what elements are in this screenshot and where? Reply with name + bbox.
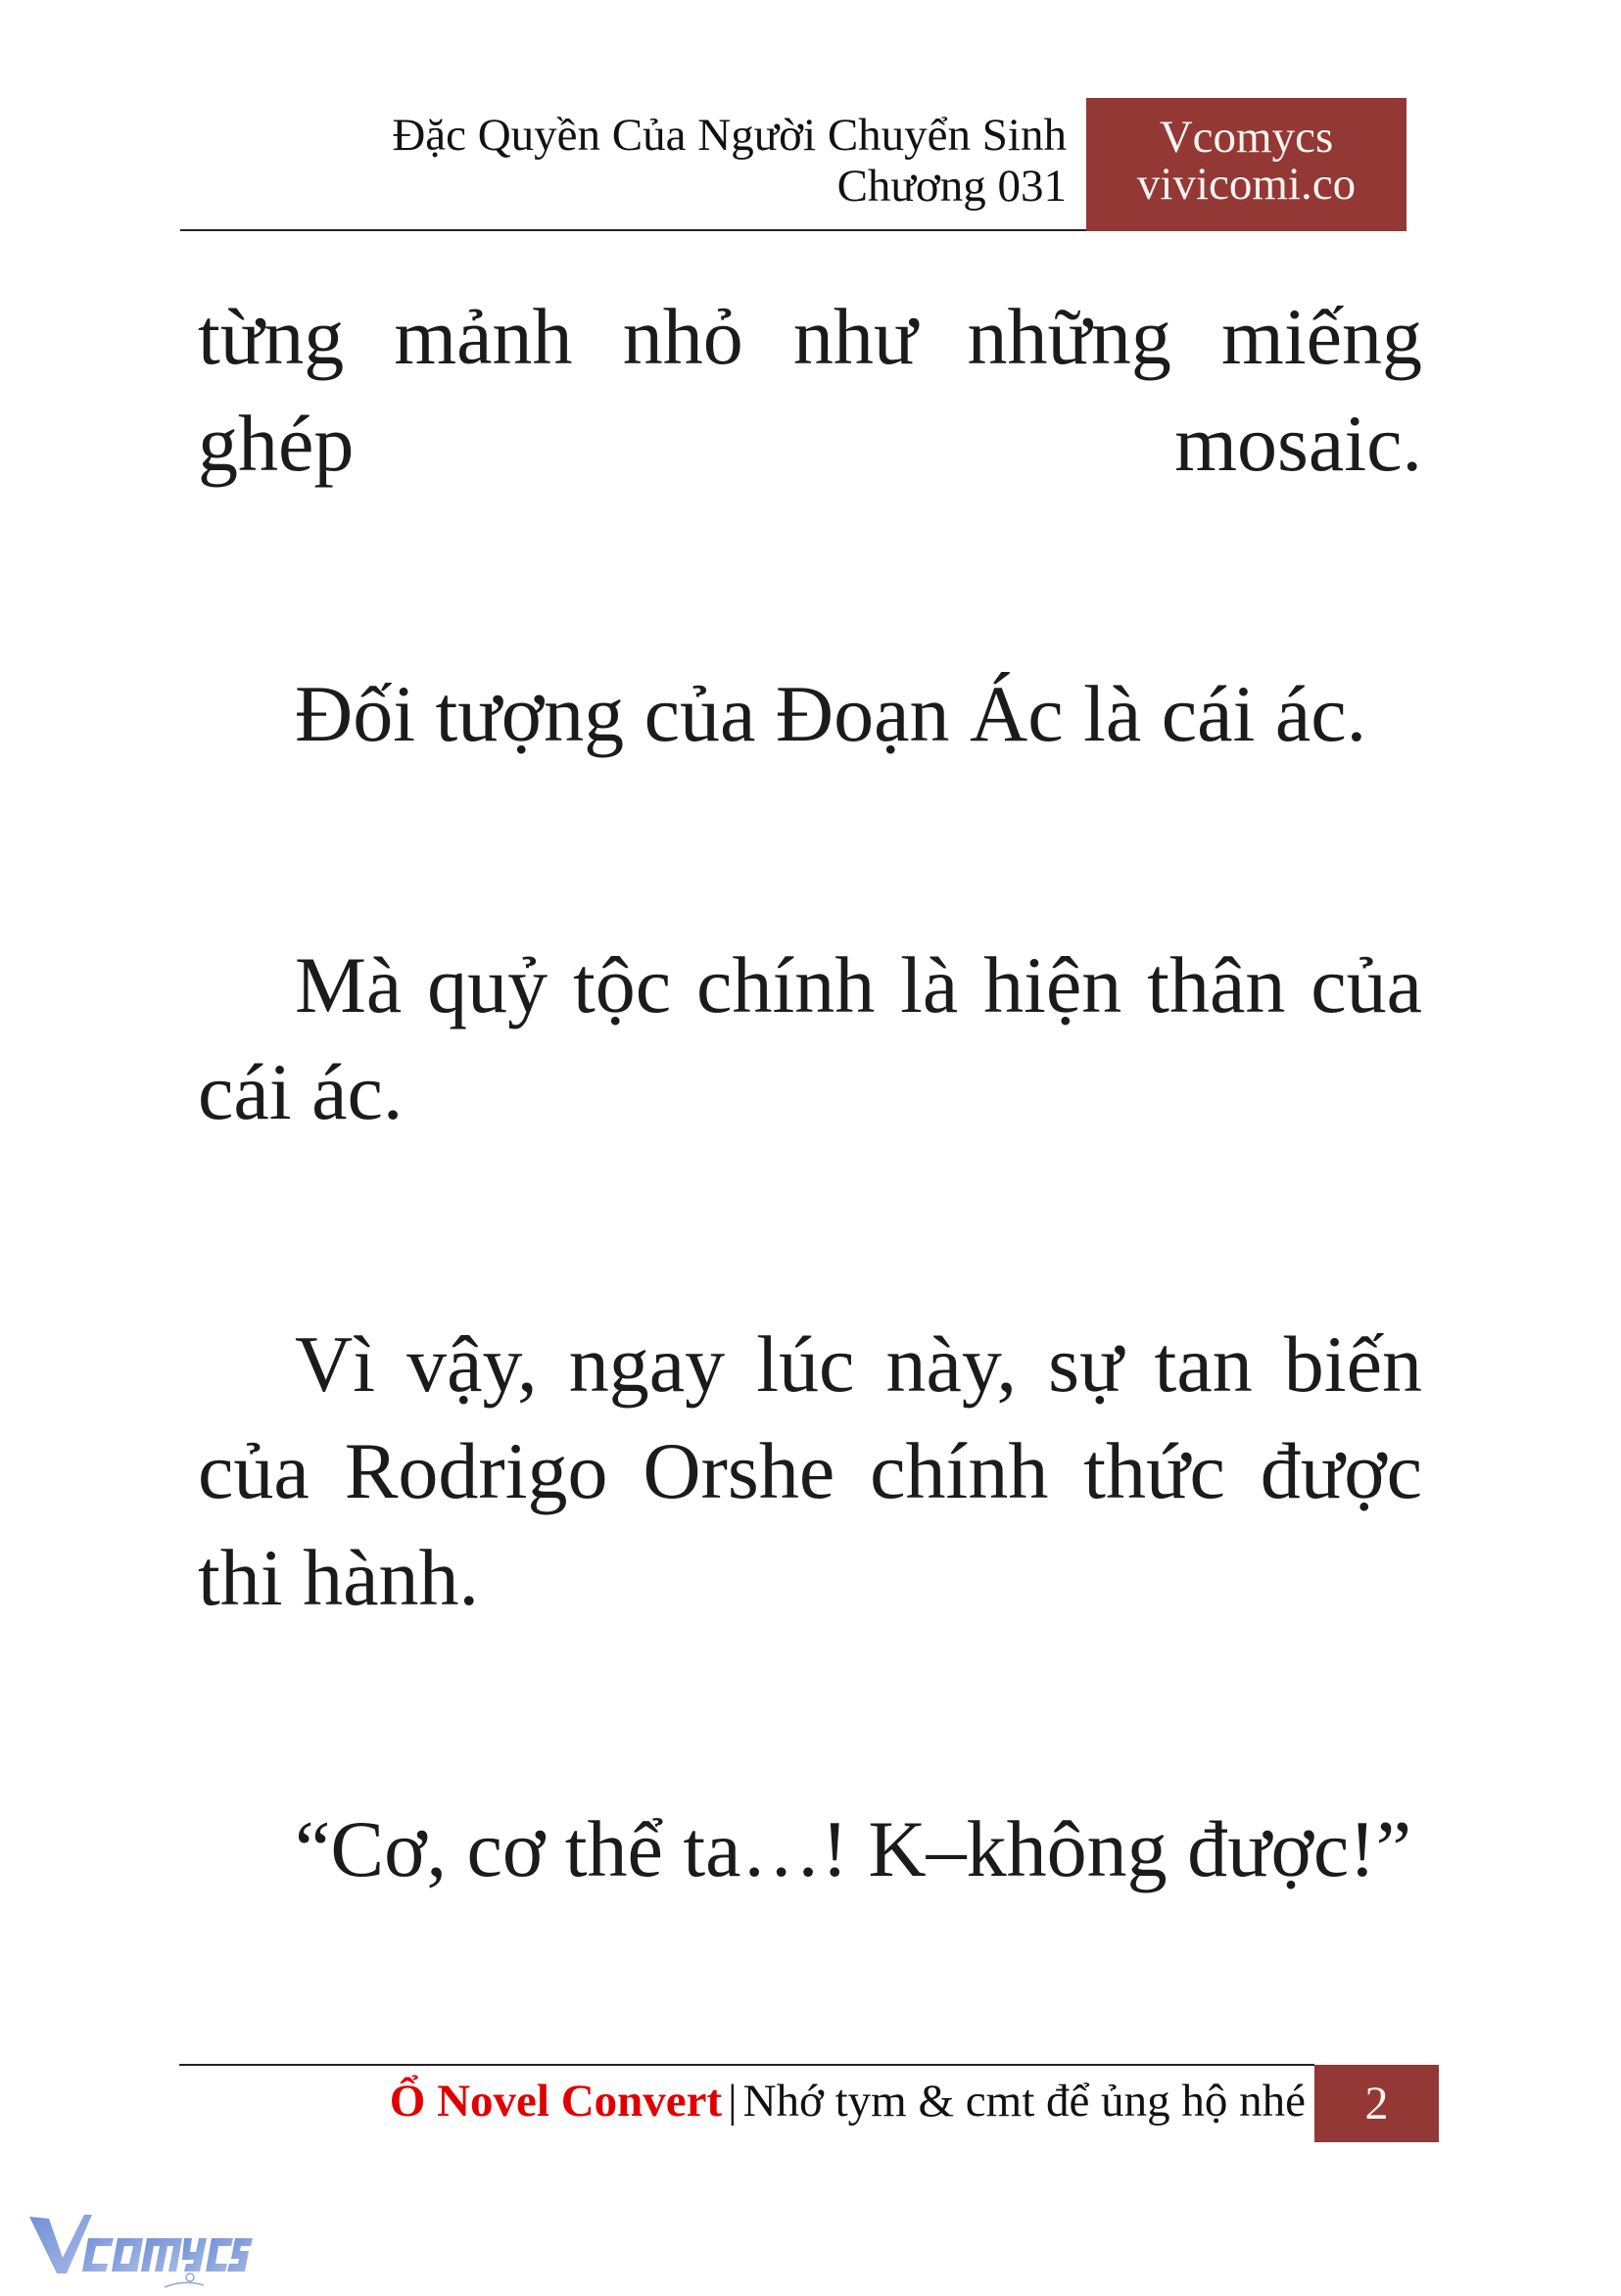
chapter-header xyxy=(283,110,1067,212)
footer-credit xyxy=(390,2074,1306,2129)
header-divider xyxy=(180,229,1086,231)
paragraph: “Cơ, cơ thể ta…! K–không được!” xyxy=(295,1804,1411,1893)
footer-divider xyxy=(179,2064,1314,2066)
paragraph: Vì vậy, ngay lúc này, sự tan biến của Rodrigo Orshe chính thức được thi hành. xyxy=(198,1319,1422,1622)
paragraph: Mà quỷ tộc chính là hiện thân của cái ác. xyxy=(198,940,1422,1136)
vcomycs-logo-icon xyxy=(27,2209,253,2291)
footer-message: Nhớ tym & cmt để ủng hộ nhé xyxy=(742,2076,1306,2127)
footer-separator: | xyxy=(728,2076,738,2127)
brand-badge xyxy=(1086,98,1406,231)
paragraph: từng mảnh nhỏ như những miếng ghép mosaic. xyxy=(198,292,1422,488)
paragraph: Đối tượng của Đoạn Ác là cái ác. xyxy=(295,669,1367,758)
brand-name: Vcomycs xyxy=(1159,112,1334,163)
brand-site: vivicomi.co xyxy=(1136,159,1357,210)
footer-brand: Ổ Novel Convert xyxy=(389,2076,723,2127)
book-title: Đặc Quyền Của Người Chuyển Sinh xyxy=(392,110,1067,161)
chapter-number: Chương 031 xyxy=(836,161,1067,212)
page-number: 2 xyxy=(1314,2065,1439,2142)
